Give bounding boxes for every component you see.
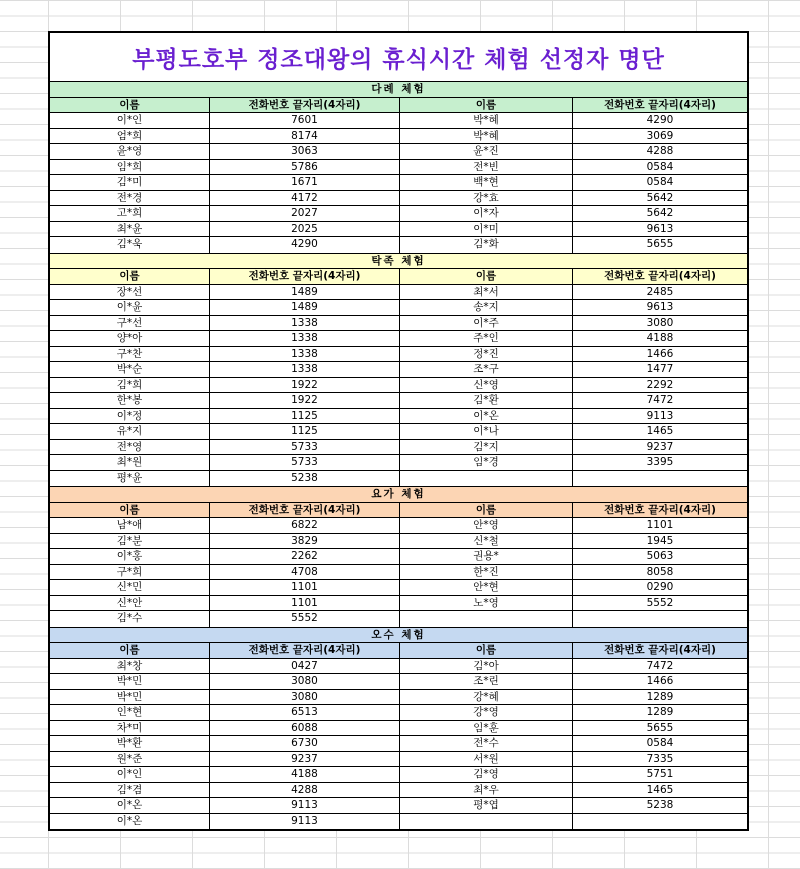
name-cell: 김*분 [50,534,210,549]
phone-cell: 1101 [210,580,400,595]
name-cell: 안*영 [400,518,573,533]
phone-cell: 5552 [646,596,674,609]
name-column-header: 이름 [400,643,573,658]
name-column-header: 이름 [50,643,210,658]
name-cell: 김*욱 [50,237,210,253]
table-row [50,518,747,534]
column-header-row [50,643,747,659]
phone-cell: 3080 [646,316,674,329]
name-cell: 김*아 [400,659,573,674]
phone-cell: 4290 [210,237,400,253]
name-cell: 양*아 [50,331,210,346]
phone-cell: 1489 [210,300,400,315]
table-row [50,440,747,456]
table-row [50,300,747,316]
name-cell: 인*현 [50,705,210,720]
name-cell: 이*홍 [50,549,210,564]
sections-container [50,82,747,829]
table-row [50,659,747,675]
phone-cell: 4708 [210,565,400,580]
phone-cell: 7335 [646,752,674,765]
name-cell: 안*현 [400,580,573,595]
table-row [50,565,747,581]
table-row [50,222,747,238]
phone-cell: 5786 [210,160,400,175]
phone-cell: 1477 [646,363,674,375]
phone-cell: 6088 [210,721,400,736]
phone-cell: 1125 [210,424,400,439]
phone-cell [573,611,747,627]
phone-cell: 1101 [646,519,674,531]
name-cell: 주*인 [400,331,573,346]
phone-column-header: 전화번호 끝자리(4자리) [604,644,716,656]
phone-cell: 4172 [210,191,400,206]
name-cell: 신*영 [400,378,573,393]
name-cell: 신*철 [400,534,573,549]
name-cell: 강*효 [400,191,573,206]
table-row [50,752,747,768]
phone-cell: 3063 [210,144,400,159]
phone-cell: 1671 [210,175,400,190]
name-cell: 이*온 [50,798,210,813]
column-header-row [50,98,747,114]
phone-cell: 9113 [210,798,400,813]
phone-cell: 5238 [210,471,400,487]
name-cell: 이*윤 [50,300,210,315]
name-cell: 서*원 [400,752,573,767]
phone-cell: 4188 [646,332,674,344]
table-row [50,736,747,752]
phone-cell: 1466 [646,347,674,360]
name-cell: 이*주 [400,316,573,331]
phone-cell: 3080 [210,690,400,705]
phone-cell [573,814,747,830]
name-cell: 구*선 [50,316,210,331]
phone-cell: 2027 [210,206,400,221]
phone-cell: 1922 [210,393,400,408]
phone-cell: 1922 [210,378,400,393]
phone-cell: 1101 [210,596,400,611]
phone-cell: 1289 [646,706,674,718]
name-cell: 박*환 [50,736,210,751]
name-cell: 장*선 [50,285,210,300]
table-row [50,129,747,145]
name-cell: 구*찬 [50,347,210,362]
phone-cell: 9113 [210,814,400,830]
name-cell: 이*인 [50,767,210,782]
name-cell: 김*겸 [50,783,210,798]
name-cell: 박*혜 [400,129,573,144]
section-block [50,254,747,488]
table-row [50,596,747,612]
phone-cell: 9113 [646,409,674,422]
name-cell: 권용* [400,549,573,564]
table-row [50,393,747,409]
phone-cell: 1338 [210,347,400,362]
phone-cell: 5552 [210,611,400,627]
table-row [50,455,747,471]
table-row [50,424,747,440]
table-row [50,206,747,222]
phone-cell: 6513 [210,705,400,720]
phone-cell: 6730 [210,736,400,751]
name-cell: 강*혜 [400,690,573,705]
phone-cell: 1465 [646,425,674,437]
section-header: 탁족 체험 [50,254,747,270]
name-cell: 전*경 [50,191,210,206]
name-cell: 이*정 [50,409,210,424]
table-row [50,409,747,425]
name-cell: 김*영 [400,767,573,782]
table-row [50,674,747,690]
name-cell: 백*현 [400,175,573,190]
phone-cell: 1945 [646,534,674,547]
name-column-header: 이름 [50,98,210,113]
table-row [50,144,747,160]
table-row [50,347,747,363]
name-cell: 한*봉 [50,393,210,408]
name-cell: 한*진 [400,565,573,580]
section-header: 요가 체험 [50,487,747,503]
name-cell: 이*자 [400,206,573,221]
phone-cell: 2485 [646,285,674,298]
column-header-row [50,269,747,285]
table-row [50,611,747,627]
phone-cell: 4288 [210,783,400,798]
phone-cell: 1125 [210,409,400,424]
table-row [50,237,747,253]
name-cell: 박*민 [50,674,210,689]
table-row [50,191,747,207]
name-cell [400,814,573,830]
phone-cell: 5751 [646,768,674,780]
name-column-header: 이름 [400,98,573,113]
table-row [50,798,747,814]
phone-column-header: 전화번호 끝자리(4자리) [210,98,400,113]
phone-cell: 9237 [210,752,400,767]
phone-cell: 4290 [646,114,674,126]
table-row [50,471,747,487]
name-column-header: 이름 [50,269,210,284]
table-row [50,783,747,799]
phone-cell: 4188 [210,767,400,782]
name-cell: 윤*영 [50,144,210,159]
name-cell: 박*민 [50,690,210,705]
name-cell: 최*윤 [50,222,210,237]
phone-column-header: 전화번호 끝자리(4자리) [210,503,400,518]
name-cell: 임*훈 [400,721,573,736]
selection-list-sheet [48,31,749,831]
name-cell: 전*수 [400,736,573,751]
table-row [50,705,747,721]
phone-cell: 1465 [646,783,674,796]
name-cell: 최*원 [50,455,210,470]
phone-cell: 8058 [646,565,674,578]
name-cell: 최*서 [400,285,573,300]
name-cell: 전*영 [50,440,210,455]
phone-cell [573,471,747,487]
section-block [50,82,747,254]
name-column-header: 이름 [50,503,210,518]
name-cell: 강*영 [400,705,573,720]
phone-cell: 7472 [646,659,674,672]
name-cell: 김*미 [50,175,210,190]
phone-cell: 6822 [210,518,400,533]
table-row [50,534,747,550]
section-header: 오수 체험 [50,628,747,644]
name-cell: 김*환 [400,393,573,408]
table-row [50,316,747,332]
name-cell: 남*애 [50,518,210,533]
phone-cell: 7472 [646,394,674,406]
phone-cell: 0584 [646,176,674,188]
table-row [50,175,747,191]
table-row [50,814,747,830]
phone-column-header: 전화번호 끝자리(4자리) [604,270,716,282]
phone-cell: 5642 [646,191,674,204]
phone-cell: 1466 [646,675,674,687]
phone-cell: 0427 [210,659,400,674]
name-cell: 고*희 [50,206,210,221]
phone-cell: 1489 [210,285,400,300]
name-cell: 원*준 [50,752,210,767]
phone-cell: 5733 [210,440,400,455]
phone-cell: 5733 [210,455,400,470]
phone-cell: 5642 [646,207,674,219]
name-cell: 김*지 [400,440,573,455]
name-cell: 신*안 [50,596,210,611]
table-row [50,331,747,347]
name-cell [400,471,573,487]
table-row [50,285,747,301]
name-cell: 유*지 [50,424,210,439]
name-cell [400,611,573,627]
name-cell: 김*화 [400,237,573,253]
phone-cell: 5238 [646,799,674,811]
name-cell: 신*민 [50,580,210,595]
phone-cell: 4288 [646,145,674,157]
phone-cell: 1338 [210,331,400,346]
name-column-header: 이름 [400,503,573,518]
table-row [50,580,747,596]
phone-cell: 2025 [210,222,400,237]
phone-cell: 1289 [646,690,674,703]
phone-cell: 5655 [646,238,674,250]
phone-column-header: 전화번호 끝자리(4자리) [604,503,716,516]
phone-cell: 9613 [646,222,674,235]
phone-cell: 2292 [646,378,674,391]
name-cell: 임*희 [50,160,210,175]
name-cell: 박*혜 [400,113,573,128]
phone-column-header: 전화번호 끝자리(4자리) [604,98,716,111]
name-cell: 엄*희 [50,129,210,144]
phone-cell: 3080 [210,674,400,689]
phone-cell: 8174 [210,129,400,144]
name-cell: 평*엽 [400,798,573,813]
name-cell: 최*창 [50,659,210,674]
phone-cell: 3069 [646,129,674,142]
phone-cell: 2262 [210,549,400,564]
section-header: 다례 체험 [50,82,747,98]
name-cell: 노*영 [400,596,573,611]
table-row [50,362,747,378]
phone-cell: 9613 [646,301,674,313]
name-cell: 구*희 [50,565,210,580]
phone-cell: 0584 [646,737,674,749]
name-cell: 윤*진 [400,144,573,159]
name-cell: 최*우 [400,783,573,798]
table-row [50,113,747,129]
name-cell: 임*경 [400,455,573,470]
table-row [50,690,747,706]
phone-cell: 5063 [646,550,674,562]
name-cell: 김*수 [50,611,210,627]
phone-cell: 0290 [646,581,674,593]
section-block [50,487,747,628]
phone-cell: 1338 [210,362,400,377]
phone-cell: 5655 [646,721,674,734]
table-row [50,767,747,783]
name-cell: 조*구 [400,362,573,377]
phone-column-header: 전화번호 끝자리(4자리) [210,643,400,658]
name-cell: 평*윤 [50,471,210,487]
name-cell: 송*지 [400,300,573,315]
phone-column-header: 전화번호 끝자리(4자리) [210,269,400,284]
phone-cell: 3829 [210,534,400,549]
name-cell: 이*미 [400,222,573,237]
name-cell: 이*온 [50,814,210,830]
table-row [50,721,747,737]
phone-cell: 0584 [646,160,674,173]
name-cell: 차*미 [50,721,210,736]
name-cell: 조*린 [400,674,573,689]
table-row [50,160,747,176]
name-cell: 전*빈 [400,160,573,175]
name-cell: 이*나 [400,424,573,439]
table-row [50,549,747,565]
table-row [50,378,747,394]
name-cell: 정*진 [400,347,573,362]
phone-cell: 7601 [210,113,400,128]
page-title: 부평도호부 정조대왕의 휴식시간 체험 선정자 명단 [50,33,747,82]
column-header-row [50,503,747,519]
phone-cell: 9237 [646,440,674,453]
name-column-header: 이름 [400,269,573,284]
name-cell: 김*희 [50,378,210,393]
name-cell: 박*순 [50,362,210,377]
phone-cell: 3395 [646,456,674,468]
name-cell: 이*인 [50,113,210,128]
name-cell: 이*온 [400,409,573,424]
section-block [50,628,747,830]
phone-cell: 1338 [210,316,400,331]
